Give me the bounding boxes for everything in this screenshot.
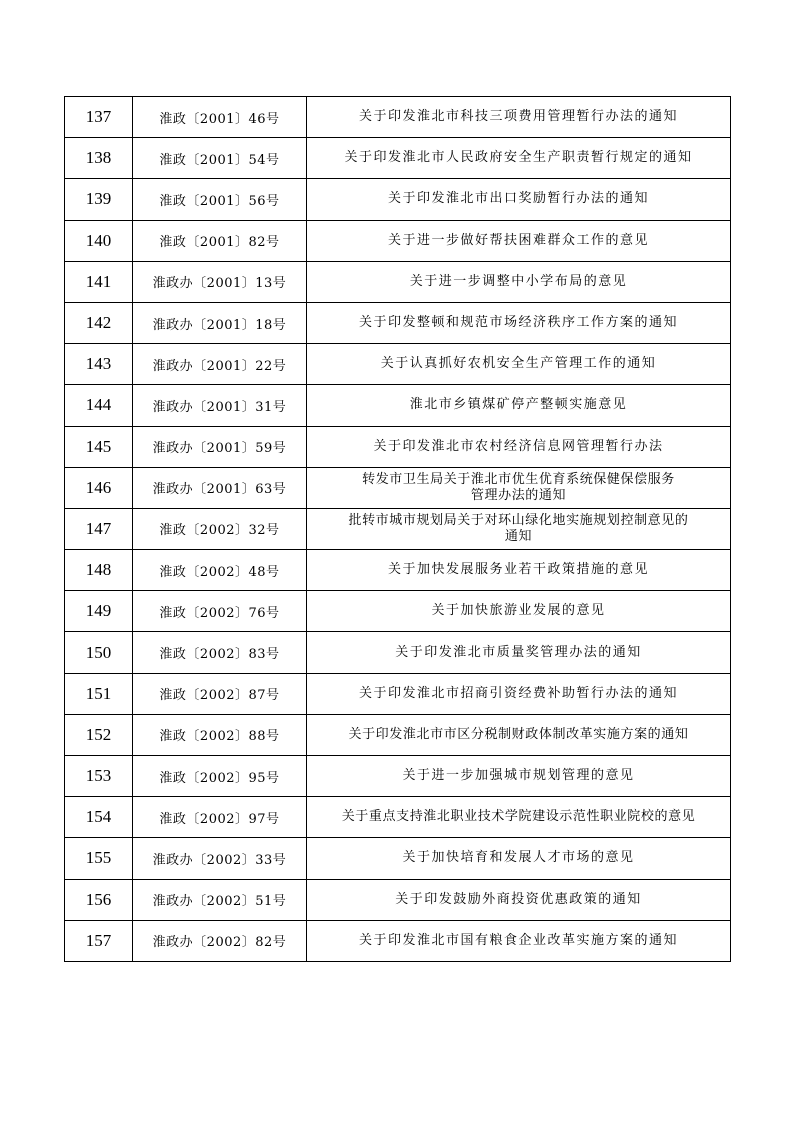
row-number-cell: 149	[65, 591, 133, 632]
document-title-cell	[307, 673, 731, 714]
document-number-cell: 淮政〔2001〕56号	[133, 179, 307, 220]
table-row	[65, 920, 731, 961]
document-title-cell	[307, 632, 731, 673]
document-title-line: 关于印发淮北市国有粮食企业改革实施方案的通知	[358, 932, 678, 948]
document-title-cell	[307, 838, 731, 879]
row-number-cell: 144	[65, 385, 133, 426]
document-title-line: 关于进一步调整中小学布局的意见	[409, 273, 628, 289]
table-row	[65, 797, 731, 838]
table-row	[65, 302, 731, 343]
document-title-cell	[307, 714, 731, 755]
document-title-line: 关于认真抓好农机安全生产管理工作的通知	[380, 356, 657, 372]
table-row	[65, 508, 731, 549]
document-title-line: 通知	[504, 528, 533, 544]
document-title-line: 关于印发鼓励外商投资优惠政策的通知	[395, 891, 642, 907]
document-title-cell	[307, 920, 731, 961]
document-title-line: 关于印发淮北市农村经济信息网管理暂行办法	[373, 438, 664, 454]
document-title-line: 转发市卫生局关于淮北市优生优育系统保健保偿服务	[362, 471, 675, 487]
table-row	[65, 97, 731, 138]
document-title-line: 关于印发淮北市市区分税制财政体制改革实施方案的通知	[348, 726, 689, 742]
document-title-line: 关于印发淮北市招商引资经费补助暂行办法的通知	[358, 685, 678, 701]
document-title-line: 关于加快旅游业发展的意见	[431, 603, 606, 619]
row-number-cell: 150	[65, 632, 133, 673]
table-body	[65, 97, 731, 962]
table-row	[65, 550, 731, 591]
row-number-cell: 152	[65, 714, 133, 755]
document-number-cell: 淮政〔2002〕95号	[133, 756, 307, 797]
document-title-cell	[307, 302, 731, 343]
table-row	[65, 344, 731, 385]
row-number-cell: 157	[65, 920, 133, 961]
document-title-line: 关于进一步加强城市规划管理的意见	[402, 768, 635, 784]
row-number-cell: 142	[65, 302, 133, 343]
table-row	[65, 879, 731, 920]
document-number-cell: 淮政〔2002〕87号	[133, 673, 307, 714]
row-number-cell: 147	[65, 508, 133, 549]
document-title-cell	[307, 344, 731, 385]
document-title-line: 关于印发淮北市人民政府安全生产职责暂行规定的通知	[344, 150, 693, 166]
row-number-cell: 146	[65, 467, 133, 508]
document-number-cell: 淮政〔2001〕46号	[133, 97, 307, 138]
document-title-cell	[307, 591, 731, 632]
document-number-cell: 淮政办〔2002〕82号	[133, 920, 307, 961]
table-row	[65, 426, 731, 467]
document-number-cell: 淮政办〔2001〕31号	[133, 385, 307, 426]
table-row	[65, 632, 731, 673]
document-title-line: 关于重点支持淮北职业技术学院建设示范性职业院校的意见	[341, 809, 696, 825]
document-title-line: 关于印发淮北市质量奖管理办法的通知	[395, 644, 642, 660]
table-row	[65, 467, 731, 508]
document-title-cell	[307, 797, 731, 838]
row-number-cell: 148	[65, 550, 133, 591]
document-number-cell: 淮政〔2002〕32号	[133, 508, 307, 549]
document-title-line: 关于印发淮北市出口奖励暂行办法的通知	[387, 191, 649, 207]
row-number-cell: 137	[65, 97, 133, 138]
table-row	[65, 756, 731, 797]
row-number-cell: 141	[65, 261, 133, 302]
document-number-cell: 淮政〔2002〕97号	[133, 797, 307, 838]
row-number-cell: 138	[65, 138, 133, 179]
row-number-cell: 140	[65, 220, 133, 261]
row-number-cell: 145	[65, 426, 133, 467]
document-number-cell: 淮政办〔2001〕22号	[133, 344, 307, 385]
document-number-cell: 淮政办〔2001〕63号	[133, 467, 307, 508]
document-number-cell: 淮政〔2002〕83号	[133, 632, 307, 673]
document-title-line: 关于加快培育和发展人才市场的意见	[402, 850, 635, 866]
document-number-cell: 淮政办〔2001〕59号	[133, 426, 307, 467]
table-row	[65, 714, 731, 755]
table-row	[65, 220, 731, 261]
table-row	[65, 591, 731, 632]
table-row	[65, 138, 731, 179]
document-title-line: 管理办法的通知	[470, 487, 567, 503]
document-title-cell	[307, 138, 731, 179]
row-number-cell: 139	[65, 179, 133, 220]
row-number-cell: 143	[65, 344, 133, 385]
document-title-line: 关于印发整顿和规范市场经济秩序工作方案的通知	[358, 315, 678, 331]
document-number-cell: 淮政办〔2002〕33号	[133, 838, 307, 879]
row-number-cell: 156	[65, 879, 133, 920]
row-number-cell: 154	[65, 797, 133, 838]
document-title-line: 关于进一步做好帮扶困难群众工作的意见	[387, 232, 649, 248]
document-title-cell	[307, 426, 731, 467]
document-title-cell	[307, 879, 731, 920]
table-row	[65, 261, 731, 302]
document-title-cell	[307, 467, 731, 508]
row-number-cell: 153	[65, 756, 133, 797]
document-title-cell	[307, 220, 731, 261]
document-title-line: 关于加快发展服务业若干政策措施的意见	[387, 562, 649, 578]
document-title-cell	[307, 550, 731, 591]
document-title-cell	[307, 385, 731, 426]
document-number-cell: 淮政〔2002〕76号	[133, 591, 307, 632]
document-number-cell: 淮政办〔2001〕13号	[133, 261, 307, 302]
document-title-line: 关于印发淮北市科技三项费用管理暂行办法的通知	[358, 109, 678, 125]
document-number-cell: 淮政〔2001〕54号	[133, 138, 307, 179]
document-title-cell	[307, 508, 731, 549]
document-number-cell: 淮政〔2002〕88号	[133, 714, 307, 755]
table-row	[65, 673, 731, 714]
document-number-cell: 淮政办〔2001〕18号	[133, 302, 307, 343]
document-title-cell	[307, 261, 731, 302]
document-number-cell: 淮政办〔2002〕51号	[133, 879, 307, 920]
document-title-cell	[307, 179, 731, 220]
document-title-line: 批转市城市规划局关于对环山绿化地实施规划控制意见的	[348, 512, 689, 528]
document-title-line: 淮北市乡镇煤矿停产整顿实施意见	[409, 397, 628, 413]
row-number-cell: 155	[65, 838, 133, 879]
document-title-cell	[307, 97, 731, 138]
document-number-cell: 淮政〔2002〕48号	[133, 550, 307, 591]
table-row	[65, 179, 731, 220]
document-list-table	[64, 96, 731, 962]
document-title-cell	[307, 756, 731, 797]
table-row	[65, 838, 731, 879]
row-number-cell: 151	[65, 673, 133, 714]
document-number-cell: 淮政〔2001〕82号	[133, 220, 307, 261]
table-row	[65, 385, 731, 426]
